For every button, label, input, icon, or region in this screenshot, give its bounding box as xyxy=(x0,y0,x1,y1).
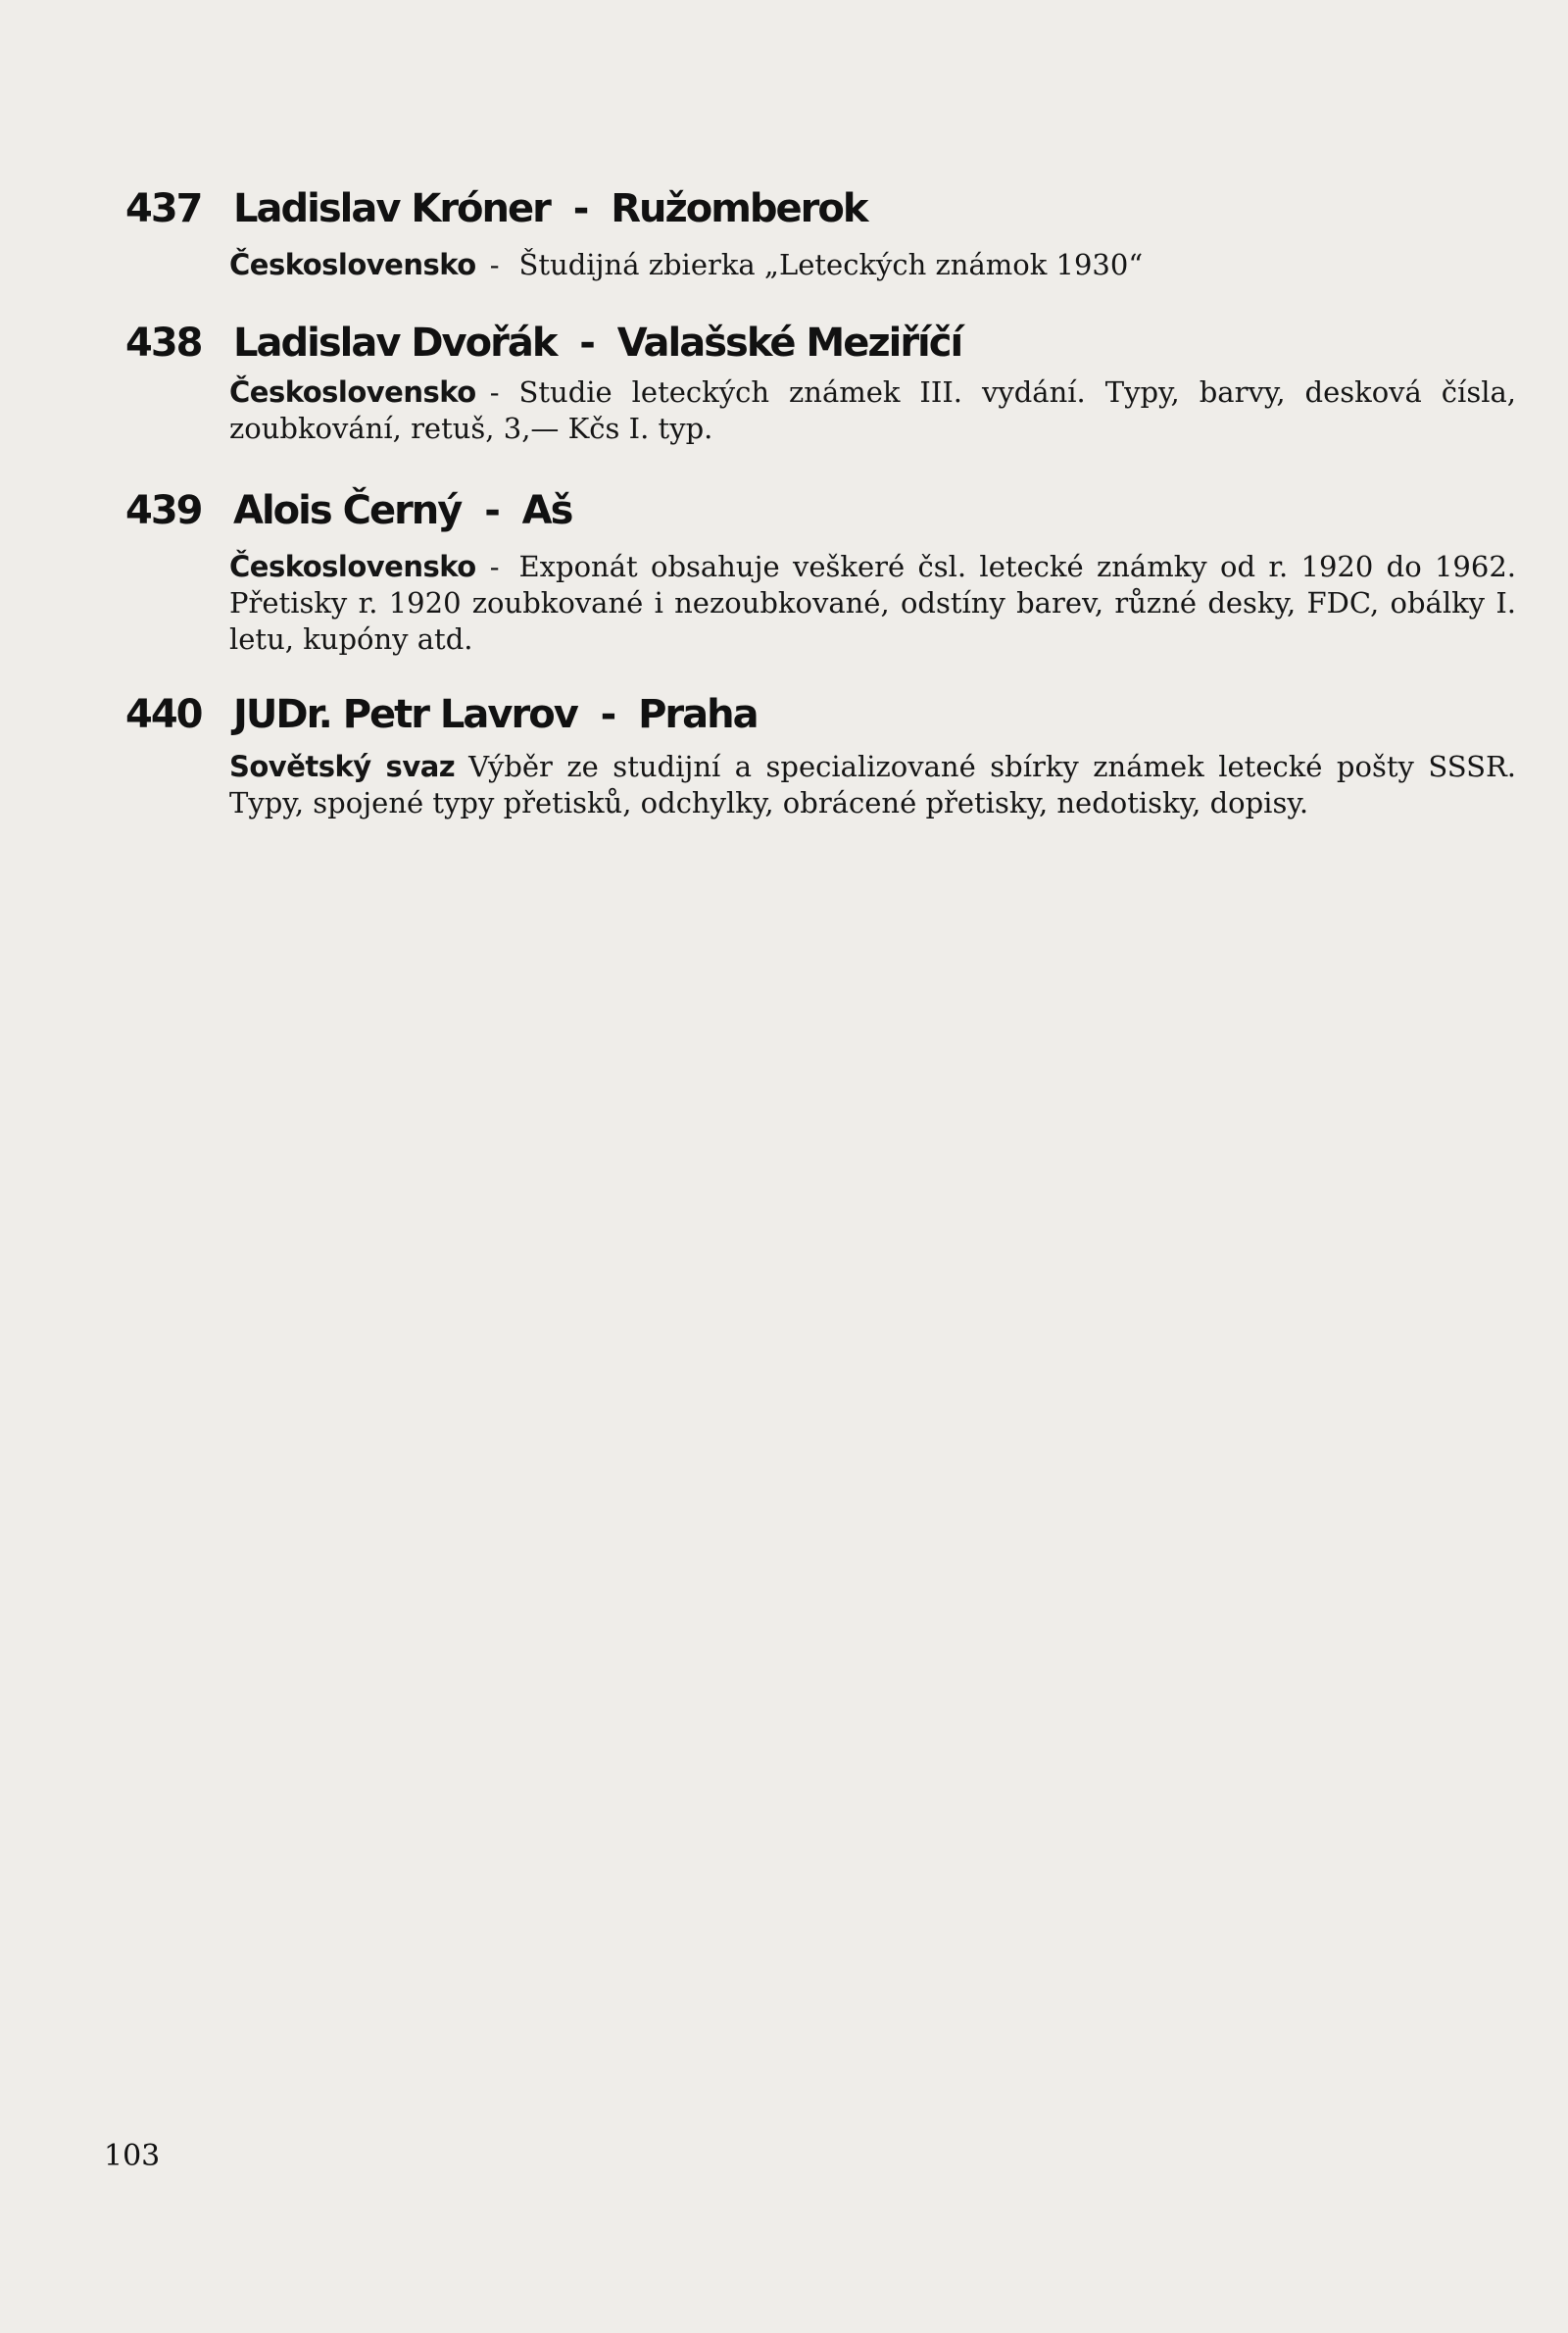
exhibit-country: Československo xyxy=(229,375,476,409)
exhibitor-place: Valašské Meziříčí xyxy=(616,321,962,366)
separator-dash: - xyxy=(489,550,500,583)
entry-438 xyxy=(125,321,1516,447)
entry-body xyxy=(229,374,1516,447)
entry-number: 440 xyxy=(125,692,202,737)
exhibitor-name: JUDr. Petr Lavrov xyxy=(233,692,577,737)
exhibit-description: Výběr ze studijní a specializované sbírky známek letecké pošty SSSR. Typy, spojené typy přetisků, odchylky, obrácené přetisky, nedotisky, dopisy. xyxy=(229,750,1516,819)
exhibit-description: Exponát obsahuje veškeré čsl. letecké známky od r. 1920 do 1962. Přetisky r. 1920 zoubkované i nezoubkované, odstíny barev, různé desky, FDC, obálky I. letu, kupóny atd. xyxy=(229,550,1516,656)
entry-title: Ladislav Dvořák - Valašské Meziříčí xyxy=(233,321,962,366)
exhibit-description: Studie leteckých známek III. vydání. Typy, barvy, desková čísla, zoubkování, retuš, 3,— Kčs I. typ. xyxy=(229,375,1516,445)
exhibitor-place: Aš xyxy=(521,488,572,533)
entry-439 xyxy=(125,488,1516,658)
separator-dash: - xyxy=(489,375,500,409)
entry-body xyxy=(229,247,1516,283)
page-number: 103 xyxy=(104,2139,161,2173)
exhibit-country: Československo xyxy=(229,248,476,281)
entry-heading xyxy=(125,321,1399,374)
exhibit-country: Československo xyxy=(229,550,476,583)
entry-440 xyxy=(125,692,1516,821)
entry-number: 437 xyxy=(125,186,202,231)
separator-dash: - xyxy=(489,248,500,281)
entry-number: 439 xyxy=(125,488,202,533)
exhibitor-name: Ladislav Dvořák xyxy=(233,321,557,366)
show-through xyxy=(1098,1353,1107,1363)
entry-number: 438 xyxy=(125,321,202,366)
entry-heading xyxy=(125,186,1399,247)
exhibitor-name: Alois Černý xyxy=(233,488,462,533)
entry-heading xyxy=(125,692,1399,749)
entry-body xyxy=(229,749,1516,821)
entry-437 xyxy=(125,186,1399,283)
entry-title: JUDr. Petr Lavrov - Praha xyxy=(233,692,758,737)
entry-title: Ladislav Króner - Ružomberok xyxy=(233,186,867,231)
exhibitor-place: Praha xyxy=(638,692,758,737)
exhibitor-name: Ladislav Króner xyxy=(233,186,550,231)
entry-title: Alois Černý - Aš xyxy=(233,488,572,533)
entry-body xyxy=(229,549,1516,658)
exhibitor-place: Ružomberok xyxy=(611,186,867,231)
exhibit-country: Sovětský svaz xyxy=(229,750,456,783)
entry-heading xyxy=(125,488,1399,549)
exhibit-description: Študijná zbierka „Leteckých známok 1930“ xyxy=(518,248,1144,281)
